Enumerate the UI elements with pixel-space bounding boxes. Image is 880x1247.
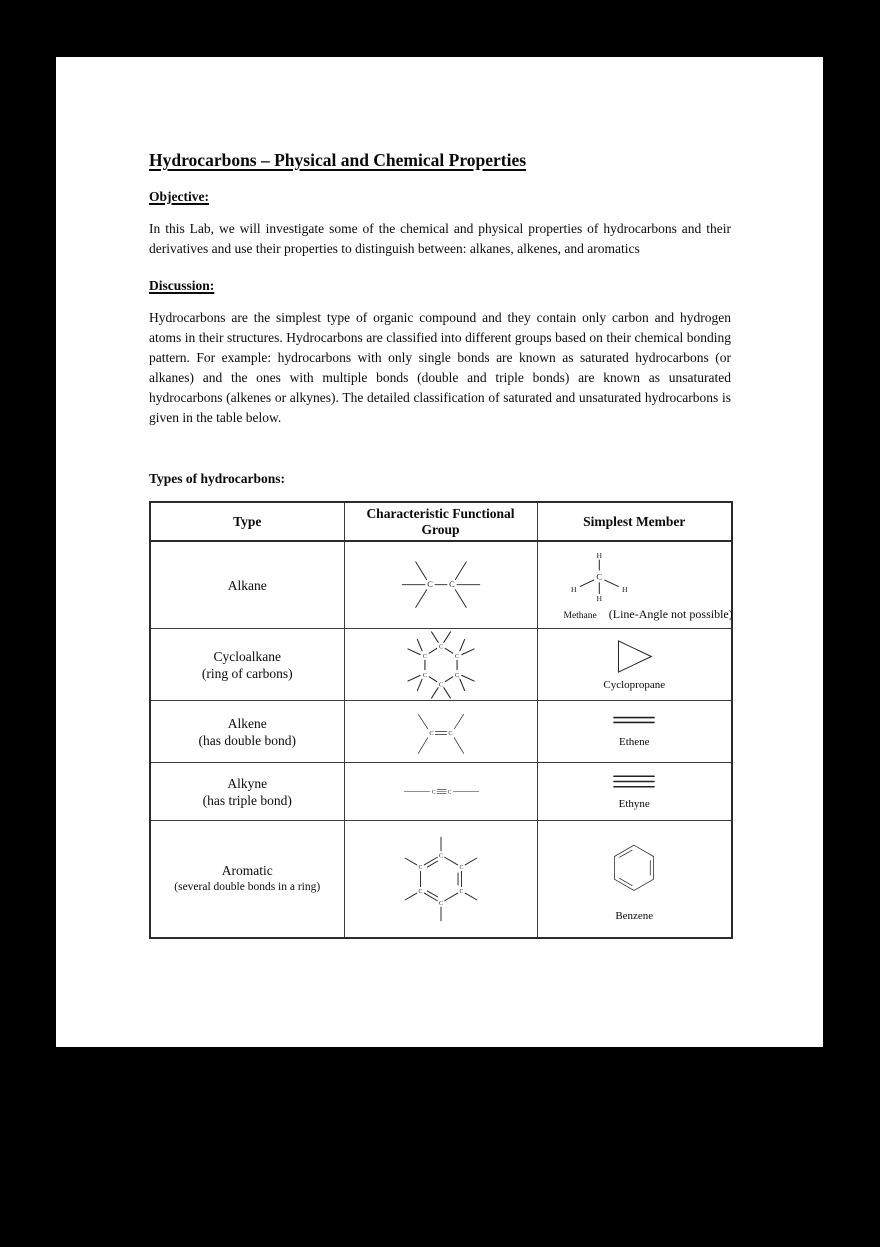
type-name: Aromatic	[221, 862, 273, 878]
member-note: (Line-Angle not possible)	[608, 607, 733, 621]
triple-line-icon	[613, 773, 655, 790]
member-name-label: Ethyne	[618, 797, 650, 810]
svg-text:C: C	[454, 653, 459, 660]
ethyne-member	[538, 773, 732, 811]
svg-text:C: C	[458, 864, 463, 871]
triangle-line-angle-icon	[613, 638, 655, 675]
carbon-carbon-triple-bond-icon	[393, 785, 489, 798]
group-cell	[344, 629, 537, 701]
svg-text:C: C	[438, 853, 443, 860]
cyclohexane-carbon-ring-icon	[389, 630, 493, 700]
header-functional-group: Characteristic Functional Group	[344, 502, 537, 541]
member-cell	[537, 541, 732, 629]
carbon-carbon-double-bond-icon	[391, 703, 491, 761]
svg-text:C: C	[431, 789, 436, 796]
table-row-aromatic	[150, 821, 732, 938]
objective-heading: Objective:	[149, 189, 209, 204]
type-cell	[150, 629, 344, 701]
ethene-member	[538, 714, 732, 749]
cyclopropane-member	[538, 638, 732, 692]
type-cell	[150, 541, 344, 629]
table-row-alkane	[150, 541, 732, 629]
methane-labels	[563, 607, 733, 622]
type-cell	[150, 701, 344, 763]
benzene-member	[538, 835, 732, 923]
carbon-carbon-single-bond-icon	[382, 550, 500, 621]
member-name-label: Ethene	[618, 736, 650, 748]
svg-text:C: C	[438, 900, 443, 907]
svg-text:C: C	[454, 672, 459, 679]
table-row-alkyne	[150, 763, 732, 821]
type-note: (has double bond)	[198, 732, 296, 748]
svg-text:H: H	[621, 584, 628, 594]
type-name: Alkane	[227, 577, 267, 593]
page-title: Hydrocarbons – Physical and Chemical Properties	[149, 150, 527, 170]
svg-text:C: C	[447, 729, 453, 737]
svg-text:C: C	[426, 578, 433, 589]
svg-text:H: H	[595, 551, 602, 561]
svg-text:C: C	[428, 729, 434, 737]
member-name-label: Cyclopropane	[603, 678, 666, 691]
header-type: Type	[150, 502, 344, 541]
document-page	[56, 57, 823, 1047]
svg-text:C: C	[447, 789, 451, 796]
svg-text:H: H	[595, 593, 602, 603]
header-simplest-member: Simplest Member	[537, 502, 732, 541]
group-cell	[344, 821, 537, 938]
group-cell	[344, 701, 537, 763]
table-caption: Types of hydrocarbons:	[149, 471, 286, 486]
member-name-label: Benzene	[615, 909, 654, 922]
type-name: Cycloalkane	[213, 648, 281, 664]
svg-text:C: C	[418, 888, 423, 895]
svg-text:H: H	[570, 584, 577, 594]
page-content	[56, 57, 823, 939]
methane-lewis-icon	[552, 548, 652, 603]
type-name: Alkyne	[227, 775, 268, 791]
type-note: (has triple bond)	[202, 792, 292, 808]
member-cell	[537, 763, 732, 821]
table-row-alkene	[150, 701, 732, 763]
type-note: (several double bonds in a ring)	[174, 880, 321, 893]
type-note: (ring of carbons)	[201, 665, 293, 681]
svg-text:C: C	[422, 672, 427, 679]
svg-text:C: C	[438, 643, 443, 650]
table-header-row	[150, 502, 732, 541]
discussion-paragraph: Hydrocarbons are the simplest type of organic compound and they contain only carbon and hydrogen atoms in their structures. Hydrocarbons are classified into different groups based on their chemical bonding pattern. For example: hydrocarbons with only single bonds are known as saturated hydrocarbons (or alkanes) and the ones with multiple bonds (double and triple bonds) are known as unsaturated hydrocarbons (alkenes or alkynes). The detailed classification of saturated and unsaturated hydrocarbons is given in the table below.	[149, 310, 731, 425]
objective-paragraph: In this Lab, we will investigate some of the chemical and physical properties of hydrocarbons and their derivatives and use their properties to distinguish between: alkanes, alkenes, and aromatics	[149, 221, 731, 256]
svg-text:C: C	[595, 571, 602, 582]
member-cell	[537, 821, 732, 938]
type-name: Alkene	[227, 715, 267, 731]
member-name-label: Methane	[563, 611, 597, 621]
benzene-ring-with-carbons-icon	[377, 833, 505, 925]
svg-text:C: C	[422, 653, 427, 660]
benzene-hexagon-icon	[594, 835, 674, 902]
discussion-heading: Discussion:	[149, 278, 215, 293]
type-cell	[150, 763, 344, 821]
group-cell	[344, 763, 537, 821]
methane-member	[538, 542, 732, 628]
member-cell	[537, 629, 732, 701]
svg-text:C: C	[458, 888, 463, 895]
double-line-icon	[613, 714, 655, 726]
type-cell	[150, 821, 344, 938]
member-cell	[537, 701, 732, 763]
svg-text:C: C	[438, 681, 443, 688]
hydrocarbon-types-table	[149, 501, 733, 939]
svg-text:C: C	[448, 578, 455, 589]
group-cell	[344, 541, 537, 629]
table-row-cycloalkane	[150, 629, 732, 701]
svg-text:C: C	[418, 864, 423, 871]
